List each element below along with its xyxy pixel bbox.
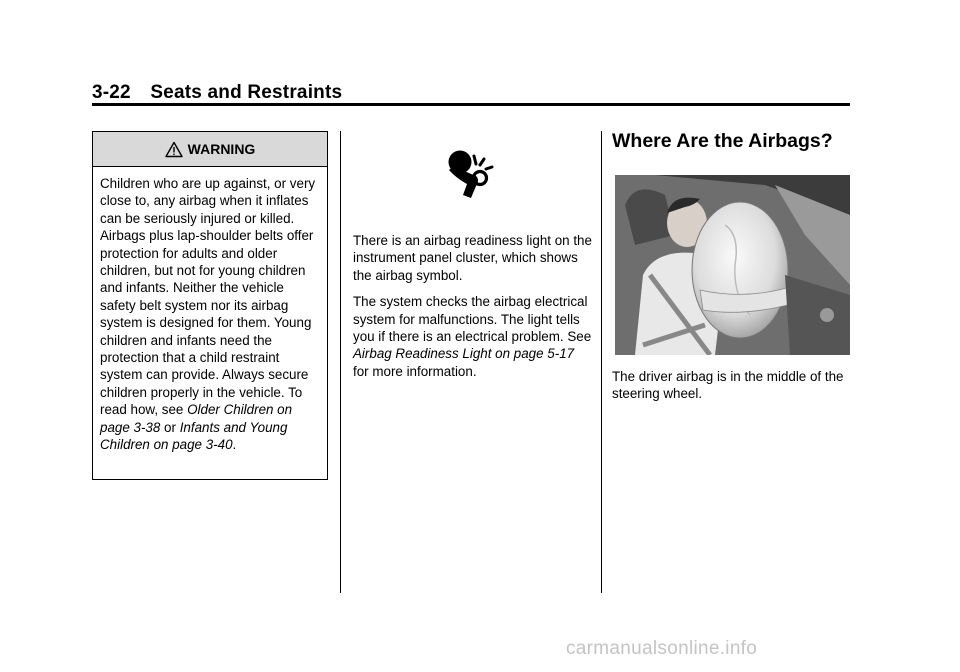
right-column <box>612 368 852 412</box>
page-header <box>92 82 342 104</box>
system-check-paragraph <box>353 293 593 380</box>
warning-text: Children who are up against, or very close to, any airbag when it inflates can be seriously injured or killed. Airbags plus lap-shoulder belts offer protection for adults and older children, but not for young children and infants. Neither the vehicle safety belt system nor its airbag system is designed for them. Young children and infants need the protection that a child restraint system can provide. Always secure children properly in the vehicle. To read how, see <box>100 176 316 418</box>
middle-column <box>353 232 593 389</box>
watermark: carmanualsonline.info <box>566 638 758 659</box>
warning-header <box>93 132 327 167</box>
warning-title: WARNING <box>187 141 256 157</box>
warning-link-older-children[interactable]: Older Children on page 3-38 <box>100 402 293 435</box>
warning-body <box>93 167 327 454</box>
readiness-light-paragraph: There is an airbag readiness light on the instrument panel cluster, which shows the airbag symbol. <box>353 233 592 283</box>
warning-icon <box>165 141 183 158</box>
warning-connector: or <box>164 419 176 435</box>
airbag-readiness-link[interactable]: Airbag Readiness Light on page 5-17 <box>353 346 575 362</box>
warning-box <box>92 131 328 480</box>
column-divider-right <box>601 131 602 593</box>
airbag-readiness-icon <box>446 148 498 200</box>
illustration-caption: The driver airbag is in the middle of the steering wheel. <box>612 369 844 402</box>
warning-end: . <box>232 437 237 453</box>
system-check-end: for more information. <box>353 363 477 379</box>
header-rule <box>92 103 850 106</box>
driver-airbag-illustration <box>615 175 850 355</box>
page-number: 3-22 <box>92 82 131 103</box>
warning-link-infants[interactable]: Infants and Young Children on page 3-40 <box>100 419 288 453</box>
section-title: Seats and Restraints <box>150 82 343 103</box>
section-heading: Where Are the Airbags? <box>612 130 833 152</box>
system-check-text: The system checks the airbag electrical system for malfunctions. The light tells you if there is an electrical problem. See <box>353 294 592 345</box>
column-divider-left <box>340 131 341 593</box>
